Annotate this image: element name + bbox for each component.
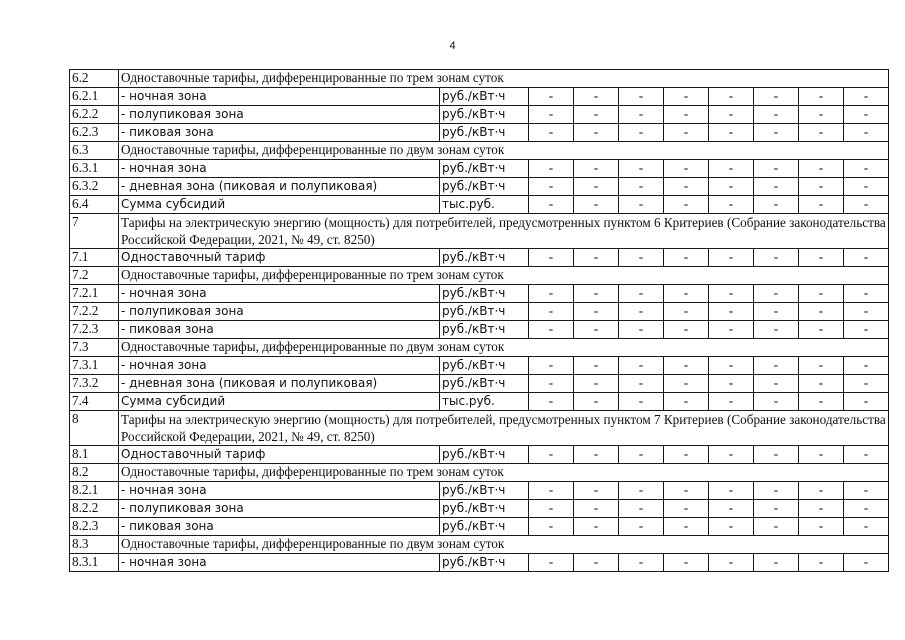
table-row bbox=[70, 464, 889, 482]
table-row bbox=[70, 267, 889, 285]
value-cell: - bbox=[619, 178, 664, 196]
value-cell: - bbox=[664, 160, 709, 178]
value-cell: - bbox=[574, 482, 619, 500]
value-cell: - bbox=[619, 285, 664, 303]
table-row bbox=[70, 178, 889, 196]
row-code: 8.3.1 bbox=[70, 554, 119, 572]
value-cell: - bbox=[844, 500, 889, 518]
row-code: 6.3.2 bbox=[70, 178, 119, 196]
group-title: Одноставочные тарифы, дифференцированные по двум зонам суток bbox=[119, 339, 889, 357]
value-cell: - bbox=[529, 124, 574, 142]
value-cell: - bbox=[709, 124, 754, 142]
table-row bbox=[70, 285, 889, 303]
table-row bbox=[70, 249, 889, 267]
row-label: Сумма субсидий bbox=[119, 196, 440, 214]
table-row bbox=[70, 214, 889, 249]
value-cell: - bbox=[664, 482, 709, 500]
row-unit: тыс.руб. bbox=[440, 393, 529, 411]
value-cell: - bbox=[529, 249, 574, 267]
value-cell: - bbox=[754, 178, 799, 196]
table-row bbox=[70, 375, 889, 393]
value-cell: - bbox=[574, 88, 619, 106]
value-cell: - bbox=[799, 249, 844, 267]
row-unit: руб./кВт·ч bbox=[440, 124, 529, 142]
value-cell: - bbox=[619, 375, 664, 393]
value-cell: - bbox=[664, 518, 709, 536]
row-code: 7.2 bbox=[70, 267, 119, 285]
value-cell: - bbox=[844, 160, 889, 178]
page-number: 4 bbox=[449, 40, 456, 52]
value-cell: - bbox=[709, 375, 754, 393]
row-unit: руб./кВт·ч bbox=[440, 88, 529, 106]
row-code: 8.2.2 bbox=[70, 500, 119, 518]
value-cell: - bbox=[664, 446, 709, 464]
value-cell: - bbox=[799, 518, 844, 536]
value-cell: - bbox=[709, 482, 754, 500]
table-row bbox=[70, 554, 889, 572]
row-code: 8 bbox=[70, 411, 119, 446]
value-cell: - bbox=[754, 196, 799, 214]
row-label: Сумма субсидий bbox=[119, 393, 440, 411]
value-cell: - bbox=[709, 303, 754, 321]
value-cell: - bbox=[664, 106, 709, 124]
value-cell: - bbox=[574, 500, 619, 518]
row-unit: руб./кВт·ч bbox=[440, 446, 529, 464]
value-cell: - bbox=[574, 446, 619, 464]
table-row bbox=[70, 88, 889, 106]
value-cell: - bbox=[799, 482, 844, 500]
value-cell: - bbox=[619, 88, 664, 106]
table-row bbox=[70, 536, 889, 554]
value-cell: - bbox=[664, 249, 709, 267]
value-cell: - bbox=[529, 106, 574, 124]
row-code: 6.3.1 bbox=[70, 160, 119, 178]
value-cell: - bbox=[799, 106, 844, 124]
value-cell: - bbox=[574, 285, 619, 303]
value-cell: - bbox=[799, 554, 844, 572]
value-cell: - bbox=[664, 88, 709, 106]
value-cell: - bbox=[844, 88, 889, 106]
value-cell: - bbox=[619, 357, 664, 375]
value-cell: - bbox=[844, 357, 889, 375]
group-title: Одноставочные тарифы, дифференцированные по трем зонам суток bbox=[119, 70, 889, 88]
value-cell: - bbox=[754, 482, 799, 500]
table-row bbox=[70, 482, 889, 500]
row-label: Одноставочный тариф bbox=[119, 249, 440, 267]
row-unit: руб./кВт·ч bbox=[440, 249, 529, 267]
value-cell: - bbox=[844, 106, 889, 124]
row-code: 6.2 bbox=[70, 70, 119, 88]
value-cell: - bbox=[844, 482, 889, 500]
row-code: 6.2.3 bbox=[70, 124, 119, 142]
row-code: 6.3 bbox=[70, 142, 119, 160]
value-cell: - bbox=[574, 518, 619, 536]
value-cell: - bbox=[799, 178, 844, 196]
row-label: - ночная зона bbox=[119, 482, 440, 500]
value-cell: - bbox=[844, 554, 889, 572]
value-cell: - bbox=[754, 357, 799, 375]
value-cell: - bbox=[754, 321, 799, 339]
table-row bbox=[70, 446, 889, 464]
row-unit: руб./кВт·ч bbox=[440, 160, 529, 178]
table-row bbox=[70, 357, 889, 375]
value-cell: - bbox=[799, 124, 844, 142]
table-row bbox=[70, 303, 889, 321]
value-cell: - bbox=[664, 500, 709, 518]
value-cell: - bbox=[619, 393, 664, 411]
section-title: Тарифы на электрическую энергию (мощность) для потребителей, предусмотренных пунктом 7 Критериев (Собрание законодательства Российской Федерации, 2021, № 49, ст. 8250) bbox=[119, 411, 889, 446]
value-cell: - bbox=[799, 393, 844, 411]
value-cell: - bbox=[799, 500, 844, 518]
table-row bbox=[70, 518, 889, 536]
row-unit: руб./кВт·ч bbox=[440, 518, 529, 536]
row-code: 7.2.3 bbox=[70, 321, 119, 339]
value-cell: - bbox=[844, 249, 889, 267]
value-cell: - bbox=[664, 124, 709, 142]
value-cell: - bbox=[754, 393, 799, 411]
row-code: 7.3.2 bbox=[70, 375, 119, 393]
value-cell: - bbox=[754, 249, 799, 267]
group-title: Одноставочные тарифы, дифференцированные по двум зонам суток bbox=[119, 536, 889, 554]
row-code: 6.2.1 bbox=[70, 88, 119, 106]
row-label: - ночная зона bbox=[119, 554, 440, 572]
row-label: - полупиковая зона bbox=[119, 500, 440, 518]
value-cell: - bbox=[619, 446, 664, 464]
row-code: 7.3.1 bbox=[70, 357, 119, 375]
value-cell: - bbox=[529, 554, 574, 572]
table-row bbox=[70, 321, 889, 339]
value-cell: - bbox=[709, 321, 754, 339]
value-cell: - bbox=[754, 446, 799, 464]
table-row bbox=[70, 500, 889, 518]
value-cell: - bbox=[709, 500, 754, 518]
row-unit: руб./кВт·ч bbox=[440, 500, 529, 518]
row-label: - ночная зона bbox=[119, 285, 440, 303]
value-cell: - bbox=[799, 375, 844, 393]
value-cell: - bbox=[664, 554, 709, 572]
row-unit: руб./кВт·ч bbox=[440, 285, 529, 303]
value-cell: - bbox=[529, 178, 574, 196]
value-cell: - bbox=[664, 196, 709, 214]
value-cell: - bbox=[619, 196, 664, 214]
value-cell: - bbox=[664, 375, 709, 393]
value-cell: - bbox=[709, 106, 754, 124]
value-cell: - bbox=[709, 357, 754, 375]
value-cell: - bbox=[619, 554, 664, 572]
value-cell: - bbox=[844, 321, 889, 339]
row-label: - дневная зона (пиковая и полупиковая) bbox=[119, 178, 440, 196]
row-unit: тыс.руб. bbox=[440, 196, 529, 214]
value-cell: - bbox=[664, 285, 709, 303]
value-cell: - bbox=[799, 160, 844, 178]
value-cell: - bbox=[844, 518, 889, 536]
value-cell: - bbox=[664, 303, 709, 321]
table-row bbox=[70, 196, 889, 214]
value-cell: - bbox=[709, 178, 754, 196]
value-cell: - bbox=[664, 393, 709, 411]
value-cell: - bbox=[844, 124, 889, 142]
value-cell: - bbox=[799, 321, 844, 339]
value-cell: - bbox=[709, 196, 754, 214]
value-cell: - bbox=[529, 196, 574, 214]
value-cell: - bbox=[574, 303, 619, 321]
value-cell: - bbox=[529, 375, 574, 393]
table-row bbox=[70, 160, 889, 178]
value-cell: - bbox=[709, 249, 754, 267]
row-unit: руб./кВт·ч bbox=[440, 303, 529, 321]
group-title: Одноставочные тарифы, дифференцированные по двум зонам суток bbox=[119, 142, 889, 160]
value-cell: - bbox=[529, 285, 574, 303]
value-cell: - bbox=[529, 446, 574, 464]
value-cell: - bbox=[754, 106, 799, 124]
row-label: - пиковая зона bbox=[119, 124, 440, 142]
row-code: 7.3 bbox=[70, 339, 119, 357]
row-label: - полупиковая зона bbox=[119, 303, 440, 321]
value-cell: - bbox=[619, 160, 664, 178]
table-row bbox=[70, 339, 889, 357]
table-row bbox=[70, 393, 889, 411]
value-cell: - bbox=[754, 160, 799, 178]
row-label: Одноставочный тариф bbox=[119, 446, 440, 464]
value-cell: - bbox=[664, 357, 709, 375]
row-code: 8.2.3 bbox=[70, 518, 119, 536]
table-row bbox=[70, 70, 889, 88]
value-cell: - bbox=[709, 160, 754, 178]
value-cell: - bbox=[529, 500, 574, 518]
row-code: 8.2.1 bbox=[70, 482, 119, 500]
value-cell: - bbox=[574, 554, 619, 572]
value-cell: - bbox=[799, 303, 844, 321]
row-code: 7.2.1 bbox=[70, 285, 119, 303]
value-cell: - bbox=[754, 500, 799, 518]
value-cell: - bbox=[754, 518, 799, 536]
value-cell: - bbox=[529, 160, 574, 178]
row-unit: руб./кВт·ч bbox=[440, 482, 529, 500]
row-unit: руб./кВт·ч bbox=[440, 106, 529, 124]
value-cell: - bbox=[709, 554, 754, 572]
row-code: 7.4 bbox=[70, 393, 119, 411]
value-cell: - bbox=[619, 124, 664, 142]
row-label: - полупиковая зона bbox=[119, 106, 440, 124]
value-cell: - bbox=[574, 124, 619, 142]
row-label: - пиковая зона bbox=[119, 518, 440, 536]
value-cell: - bbox=[709, 285, 754, 303]
row-label: - ночная зона bbox=[119, 160, 440, 178]
value-cell: - bbox=[844, 303, 889, 321]
value-cell: - bbox=[574, 106, 619, 124]
table-row bbox=[70, 124, 889, 142]
value-cell: - bbox=[754, 303, 799, 321]
value-cell: - bbox=[619, 518, 664, 536]
table-row bbox=[70, 411, 889, 446]
value-cell: - bbox=[619, 249, 664, 267]
value-cell: - bbox=[529, 393, 574, 411]
value-cell: - bbox=[709, 393, 754, 411]
value-cell: - bbox=[799, 446, 844, 464]
value-cell: - bbox=[574, 393, 619, 411]
value-cell: - bbox=[529, 303, 574, 321]
row-unit: руб./кВт·ч bbox=[440, 321, 529, 339]
value-cell: - bbox=[844, 178, 889, 196]
value-cell: - bbox=[844, 196, 889, 214]
value-cell: - bbox=[574, 196, 619, 214]
value-cell: - bbox=[799, 357, 844, 375]
value-cell: - bbox=[754, 124, 799, 142]
row-unit: руб./кВт·ч bbox=[440, 554, 529, 572]
row-label: - ночная зона bbox=[119, 88, 440, 106]
value-cell: - bbox=[799, 285, 844, 303]
value-cell: - bbox=[619, 321, 664, 339]
value-cell: - bbox=[844, 375, 889, 393]
section-title: Тарифы на электрическую энергию (мощность) для потребителей, предусмотренных пунктом 6 Критериев (Собрание законодательства Российской Федерации, 2021, № 49, ст. 8250) bbox=[119, 214, 889, 249]
value-cell: - bbox=[619, 303, 664, 321]
value-cell: - bbox=[529, 321, 574, 339]
group-title: Одноставочные тарифы, дифференцированные по трем зонам суток bbox=[119, 267, 889, 285]
value-cell: - bbox=[529, 357, 574, 375]
value-cell: - bbox=[574, 321, 619, 339]
value-cell: - bbox=[574, 357, 619, 375]
value-cell: - bbox=[799, 196, 844, 214]
value-cell: - bbox=[844, 393, 889, 411]
row-unit: руб./кВт·ч bbox=[440, 357, 529, 375]
value-cell: - bbox=[709, 446, 754, 464]
value-cell: - bbox=[754, 285, 799, 303]
value-cell: - bbox=[574, 178, 619, 196]
value-cell: - bbox=[709, 518, 754, 536]
value-cell: - bbox=[844, 446, 889, 464]
row-code: 8.2 bbox=[70, 464, 119, 482]
value-cell: - bbox=[619, 106, 664, 124]
value-cell: - bbox=[799, 88, 844, 106]
row-label: - пиковая зона bbox=[119, 321, 440, 339]
value-cell: - bbox=[709, 88, 754, 106]
value-cell: - bbox=[664, 178, 709, 196]
table-row bbox=[70, 106, 889, 124]
row-unit: руб./кВт·ч bbox=[440, 375, 529, 393]
value-cell: - bbox=[619, 500, 664, 518]
row-unit: руб./кВт·ч bbox=[440, 178, 529, 196]
row-code: 8.1 bbox=[70, 446, 119, 464]
row-label: - дневная зона (пиковая и полупиковая) bbox=[119, 375, 440, 393]
row-code: 6.2.2 bbox=[70, 106, 119, 124]
row-code: 7 bbox=[70, 214, 119, 249]
row-code: 7.1 bbox=[70, 249, 119, 267]
value-cell: - bbox=[844, 285, 889, 303]
value-cell: - bbox=[529, 482, 574, 500]
value-cell: - bbox=[619, 482, 664, 500]
value-cell: - bbox=[574, 160, 619, 178]
value-cell: - bbox=[754, 375, 799, 393]
row-code: 7.2.2 bbox=[70, 303, 119, 321]
value-cell: - bbox=[754, 554, 799, 572]
row-code: 6.4 bbox=[70, 196, 119, 214]
table-row bbox=[70, 142, 889, 160]
tariff-table bbox=[69, 69, 889, 572]
row-label: - ночная зона bbox=[119, 357, 440, 375]
group-title: Одноставочные тарифы, дифференцированные по трем зонам суток bbox=[119, 464, 889, 482]
value-cell: - bbox=[574, 249, 619, 267]
value-cell: - bbox=[664, 321, 709, 339]
value-cell: - bbox=[754, 88, 799, 106]
value-cell: - bbox=[529, 88, 574, 106]
value-cell: - bbox=[529, 518, 574, 536]
value-cell: - bbox=[574, 375, 619, 393]
row-code: 8.3 bbox=[70, 536, 119, 554]
